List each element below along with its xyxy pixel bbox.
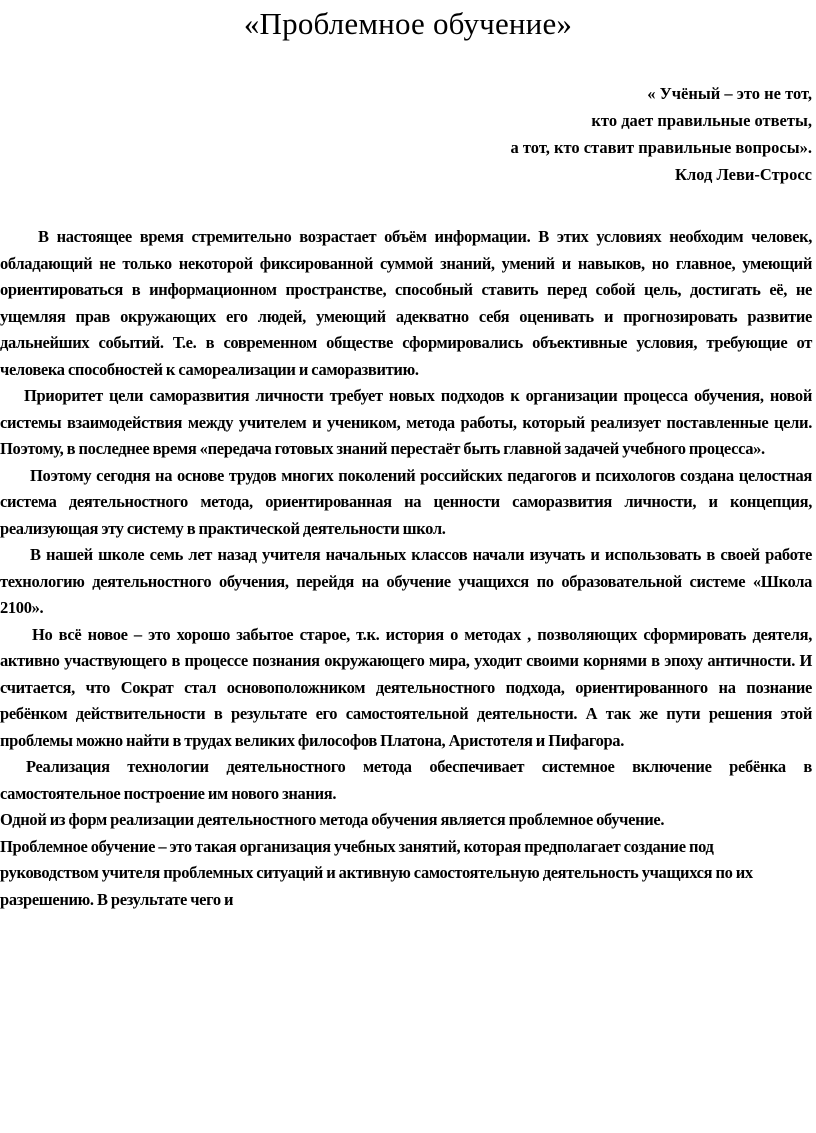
epigraph-line: « Учёный – это не тот, (647, 84, 812, 103)
document-title: «Проблемное обучение» (243, 6, 573, 41)
paragraph: Приоритет цели саморазвития личности требует новых подходов к организации процесса обучения, новой системы взаимодействия между учителем и учеником, метода работы, который реализует поставленные цели. Поэтому, в последнее время «передача готовых знаний перестаёт быть главной задачей учебного процесса». (0, 386, 812, 458)
paragraph: Поэтому сегодня на основе трудов многих поколений российских педагогов и психологов создана целостная система деятельностного метода, ориентированная на ценности саморазвития личности, и концепция, реализующая эту систему в практической деятельности школ. (0, 465, 812, 538)
paragraph: Одной из форм реализации деятельностного метода обучения является проблемное обучение. (0, 810, 665, 829)
paragraph: Проблемное обучение – это такая организация учебных занятий, которая предполагает создание под руководством учителя проблемных ситуаций и активную самостоятельную деятельность учащихся по их разрешению. В результате чего и (0, 836, 753, 909)
paragraph: В нашей школе семь лет назад учителя начальных классов начали изучать и использовать в своей работе технологию деятельностного обучения, перейдя на обучение учащихся по образовательной системе «Школа 2100». (0, 545, 812, 617)
paragraph: Реализация технологии деятельностного метода обеспечивает системное включение ребёнка в самостоятельное построение им нового знания. (0, 757, 812, 803)
paragraph: Но всё новое – это хорошо забытое старое, т.к. история о методах , позволяющих сформировать деятеля, активно участвующего в процессе познания окружающего мира, уходит своими корнями в эпоху античности. И считается, что Сократ стал основоположником деятельностного подхода, ориентированного на познание ребёнком действительности в результате его самостоятельной деятельности. А так же пути решения этой проблемы можно найти в трудах великих философов Платона, Аристотеля и Пифагора. (0, 624, 812, 750)
epigraph (511, 80, 812, 188)
paragraph: В настоящее время стремительно возрастает объём информации. В этих условиях необходим человек, обладающий не только некоторой фиксированной суммой знаний, умений и навыков, но главное, умеющий ориентироваться в информационном пространстве, способный ставить перед собой цель, достигать её, не ущемляя прав окружающих его людей, умеющий адекватно себя оценивать и прогнозировать развитие дальнейших событий. Т.е. в современном обществе сформировались объективные условия, требующие от человека способностей к самореализации и саморазвитию. (0, 227, 812, 379)
epigraph-line: а тот, кто ставит правильные вопросы». (510, 138, 812, 157)
body-text (0, 224, 812, 913)
epigraph-author: Клод Леви-Стросс (675, 165, 812, 184)
epigraph-line: кто дает правильные ответы, (591, 111, 812, 130)
